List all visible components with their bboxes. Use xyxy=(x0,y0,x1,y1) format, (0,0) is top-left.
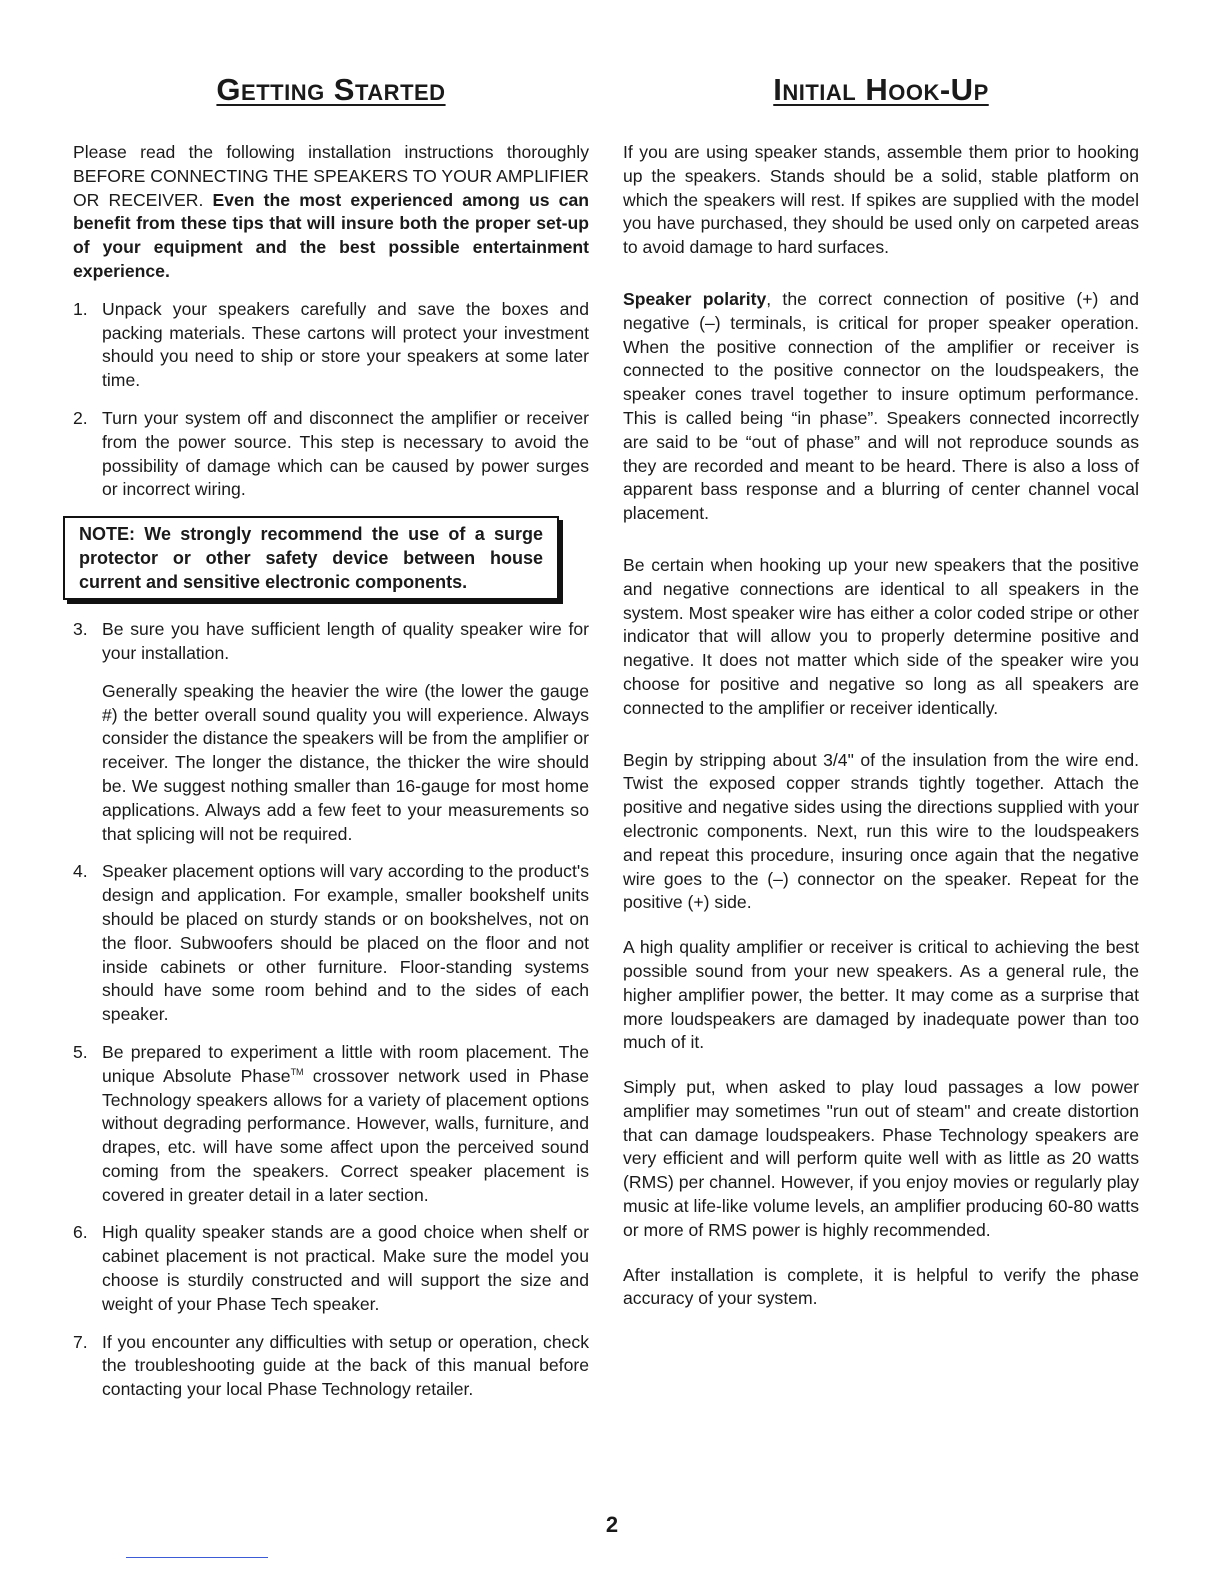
section-heading-initial-hook-up: Initial Hook-Up xyxy=(773,72,989,107)
left-body xyxy=(73,141,589,1416)
item-number: 6. xyxy=(73,1222,88,1243)
paragraph-verify-phase: After installation is complete, it is helpful to verify the phase accuracy of your system. xyxy=(623,1264,1139,1309)
item-text: Be sure you have sufficient length of quality speaker wire for your installation. xyxy=(102,619,589,663)
list-item xyxy=(73,1331,589,1402)
footer-rule xyxy=(126,1557,268,1558)
item-text: High quality speaker stands are a good choice when shelf or cabinet placement is not practical. Make sure the model you choose is sturdily constructed and will support the size and weight of your Phase Tech speaker. xyxy=(102,1222,589,1314)
item-text: Unpack your speakers carefully and save the boxes and packing materials. These cartons will protect your investment should you need to ship or store your speakers at some later time. xyxy=(102,298,589,391)
item-text: If you encounter any difficulties with setup or operation, check the troubleshooting guide at the back of this manual before contacting your local Phase Technology retailer. xyxy=(102,1331,589,1400)
note-box xyxy=(63,516,559,600)
item-text-a: Be prepared to experiment a little with room placement. The unique Absolute Phase xyxy=(102,1041,589,1086)
list-item xyxy=(73,407,589,502)
item-text-b: crossover network used in Phase Technology speakers allows for a variety of placement options without degrading performance. However, walls, furniture, and drapes, etc. will have some affect upon the perceived sound coming from the speakers. Correct speaker placement is covered in greater detail in a later section. xyxy=(102,1065,589,1205)
list-item xyxy=(73,618,589,846)
list-item xyxy=(73,1221,589,1316)
item-number: 3. xyxy=(73,619,88,640)
instruction-list-continued xyxy=(73,618,589,1402)
item-text: Turn your system off and disconnect the amplifier or receiver from the power source. This step is necessary to avoid the possibility of damage which can be caused by power surges or incorrect wiring. xyxy=(102,407,589,500)
paragraph-amplifier: A high quality amplifier or receiver is critical to achieving the best possible sound from your new speakers. As a general rule, the higher amplifier power, the better. It may come as a surprise that more loudspeakers are damaged by inadequate power than too much of it. xyxy=(623,937,1139,1053)
instruction-list xyxy=(73,298,589,502)
intro-plain: Please read the following installation instructions thoroughly BEFORE CONNECTING THE SPEAKERS TO YOUR AMPLIFIER OR RECEIVER. xyxy=(73,142,589,210)
paragraph-stands: If you are using speaker stands, assemble them prior to hooking up the speakers. Stands should be a solid, stable platform on which the speakers will rest. If spikes are supplied with the model you have purchased, they should be used only on carpeted areas to avoid damage to hard surfaces. xyxy=(623,142,1139,258)
intro-paragraph xyxy=(73,141,589,284)
paragraph-stripping: Begin by stripping about 3/4" of the insulation from the wire end. Twist the exposed copper strands tightly together. Attach the positive and negative sides using the directions supplied with your electronic components. Next, run this wire to the loudspeakers and repeat this procedure, insuring once again that the negative wire goes to the (–) connector on the speaker. Repeat for the positive (+) side. xyxy=(623,749,1139,913)
note-text: NOTE: We strongly recommend the use of a surge protector or other safety device between house current and sensitive electronic components. xyxy=(79,524,543,593)
list-item xyxy=(73,860,589,1027)
item-number: 7. xyxy=(73,1331,88,1352)
list-item xyxy=(73,298,589,393)
right-body xyxy=(623,141,1139,1339)
paragraph-connections: Be certain when hooking up your new speakers that the positive and negative connections are identical to all speakers in the system. Most speaker wire has either a color coded stripe or other indicator that will allow you to properly determine positive and negative. It does not matter which side of the speaker wire you choose for positive and negative so long as all speakers are connected to the amplifier or receiver identically. xyxy=(623,554,1139,718)
page-number: 2 xyxy=(605,1512,619,1537)
list-item xyxy=(73,1041,589,1208)
section-heading-getting-started: Getting Started xyxy=(216,72,446,107)
item-number: 4. xyxy=(73,861,88,882)
item-number: 5. xyxy=(73,1041,88,1062)
trademark-mark: TM xyxy=(290,1066,304,1077)
item-number: 2. xyxy=(73,407,88,428)
item-subparagraph: Generally speaking the heavier the wire (the lower the gauge #) the better overall sound quality you will experience. Always consider the distance the speakers will be from the amplifier or receiver. The longer the distance, the thicker the wire should be. We suggest nothing smaller than 16-gauge for most home applications. Always add a few feet to your measurements so that splicing will not be required. xyxy=(102,680,589,844)
item-text: Speaker placement options will vary according to the product's design and application. For example, smaller bookshelf units should be placed on sturdy stands or on bookshelves, not on the floor. Subwoofers should be placed on the floor and not inside cabinets or other furniture. Floor-standing systems should have some room behind and to the sides of each speaker. xyxy=(102,861,589,1025)
item-number: 1. xyxy=(73,298,88,319)
intro-bold: Even the most experienced among us can benefit from these tips that will insure both the proper set-up of your equipment and the best possible entertainment experience. xyxy=(73,189,589,281)
paragraph-power: Simply put, when asked to play loud passages a low power amplifier may sometimes "run out of steam" and create distortion that can damage loudspeakers. Phase Technology speakers are very efficient and will perform quite well with as little as 20 watts (RMS) per channel. However, if you enjoy movies or regularly play music at life-like volume levels, an amplifier producing 60-80 watts or more of RMS power is highly recommended. xyxy=(623,1077,1139,1240)
paragraph-polarity xyxy=(623,288,1139,526)
polarity-term: Speaker polarity xyxy=(623,288,767,309)
polarity-text: , the correct connection of positive (+) and negative (–) terminals, is critical for proper speaker operation. When the positive connection of the amplifier or receiver is connected to the positive connector on the loudspeakers, the speaker cones travel together to insure optimum performance. This is called being “in phase”. Speakers connected incorrectly are said to be “out of phase” and will not reproduce sounds as they are recorded and meant to be heard. There is also a loss of apparent bass response and a blurring of center channel vocal placement. xyxy=(623,288,1139,524)
